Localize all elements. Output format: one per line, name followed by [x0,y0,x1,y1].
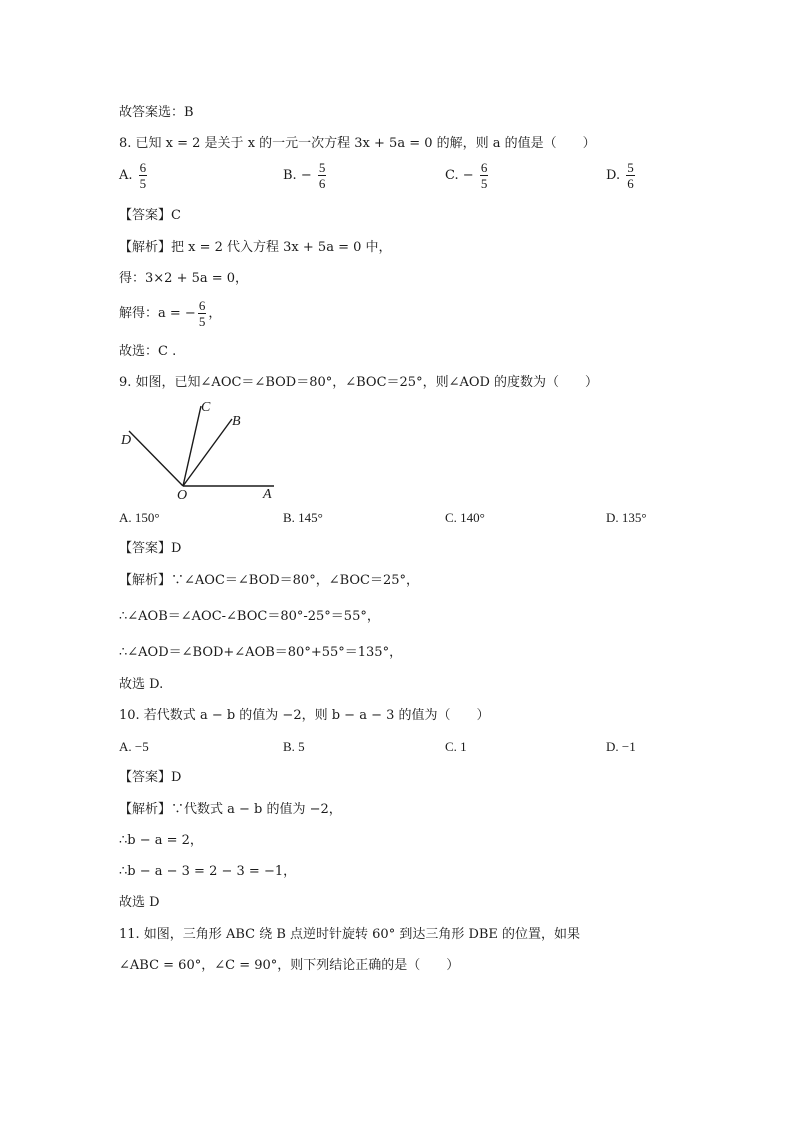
q9-answer: 【答案】D [119,541,182,556]
q9-conclusion: 故选 D. [119,677,164,692]
q9-angle-figure [115,395,285,505]
q8-option-d [606,160,637,191]
q8-step1: 得：3×2 + 5a = 0， [119,271,249,286]
q8-stem: 8. 已知 x = 2 是关于 x 的一元一次方程 3x + 5a = 0 的解，则 a 的值是（ ） [119,136,596,151]
q8-step2-denominator: 5 [198,314,206,329]
q10-answer: 【答案】D [119,770,182,785]
label-b: B [232,414,241,429]
q9-option-b: B. 145° [283,510,323,525]
q10-analysis: 【解析】∵代数式 a − b 的值为 −2， [119,802,342,817]
q10-step2: ∴b − a − 3 = 2 − 3 = −1， [119,864,297,879]
q10-option-b: B. 5 [283,739,305,754]
q9-analysis: 【解析】∵∠AOC＝∠BOD＝80°，∠BOC＝25°， [119,573,420,588]
q8-step2 [119,298,221,329]
q10-step1: ∴b − a = 2， [119,833,203,848]
q9-step2: ∴∠AOD＝∠BOD+∠AOB＝80°+55°＝135°， [119,645,403,660]
q10-stem: 10. 若代数式 a − b 的值为 −2，则 b − a − 3 的值为（ ） [119,708,490,723]
label-c: C [201,400,211,415]
q8-option-b-denominator: 6 [318,176,326,191]
q8-option-b-letter: B. [283,168,297,183]
q8-option-b-sign: − [300,168,312,183]
q8-option-a-numerator: 6 [139,160,147,175]
q8-option-b [283,160,328,191]
q8-conclusion: 故选：C . [119,344,177,359]
q11-stem: 11. 如图，三角形 ABC 绕 B 点逆时针旋转 60° 到达三角形 DBE 的位置，如果 [119,927,581,942]
prev-answer: 故答案选：B [119,105,194,120]
q8-option-a [119,160,149,191]
q8-option-a-denominator: 5 [139,176,147,191]
ray-od [129,431,183,486]
label-o: O [177,488,188,503]
q8-option-d-numerator: 5 [627,160,634,175]
q9-stem: 9. 如图，已知∠AOC＝∠BOD＝80°，∠BOC＝25°，则∠AOD 的度数为（ ） [119,375,599,390]
q8-option-c-numerator: 6 [480,160,488,175]
q9-option-a: A. 150° [119,510,160,525]
q11-stem-line2: ∠ABC = 60°，∠C = 90°，则下列结论正确的是（ ） [119,958,460,973]
q8-option-b-numerator: 5 [318,160,326,175]
q9-option-d: D. 135° [606,510,647,525]
q8-option-d-letter: D. [606,168,621,183]
q10-conclusion: 故选 D [119,895,160,910]
q10-option-c: C. 1 [445,739,467,754]
q8-step2-suffix: ， [208,306,222,321]
q8-analysis: 【解析】把 x = 2 代入方程 3x + 5a = 0 中， [119,240,392,255]
q10-option-a: A. −5 [119,739,149,754]
label-a: A [263,487,272,502]
q8-option-b-fraction [318,160,327,191]
q10-option-d: D. −1 [606,739,636,754]
q8-option-c [445,160,490,191]
q8-option-a-letter: A. [119,168,133,183]
q8-option-c-sign: − [462,168,474,183]
q8-option-d-fraction [626,160,635,191]
q8-option-c-fraction [480,160,489,191]
label-d: D [121,433,132,448]
q8-step2-prefix: 解得：a = − [119,306,196,321]
q9-option-c: C. 140° [445,510,485,525]
q8-answer: 【答案】C [119,208,181,223]
q8-option-c-letter: C. [445,168,459,183]
q8-step2-fraction [198,298,207,329]
q8-option-c-denominator: 5 [480,176,488,191]
q9-step1: ∴∠AOB＝∠AOC-∠BOC＝80°-25°＝55°， [119,609,380,624]
q8-step2-numerator: 6 [198,298,206,313]
q8-option-a-fraction [139,160,148,191]
q8-option-d-denominator: 6 [627,176,634,191]
